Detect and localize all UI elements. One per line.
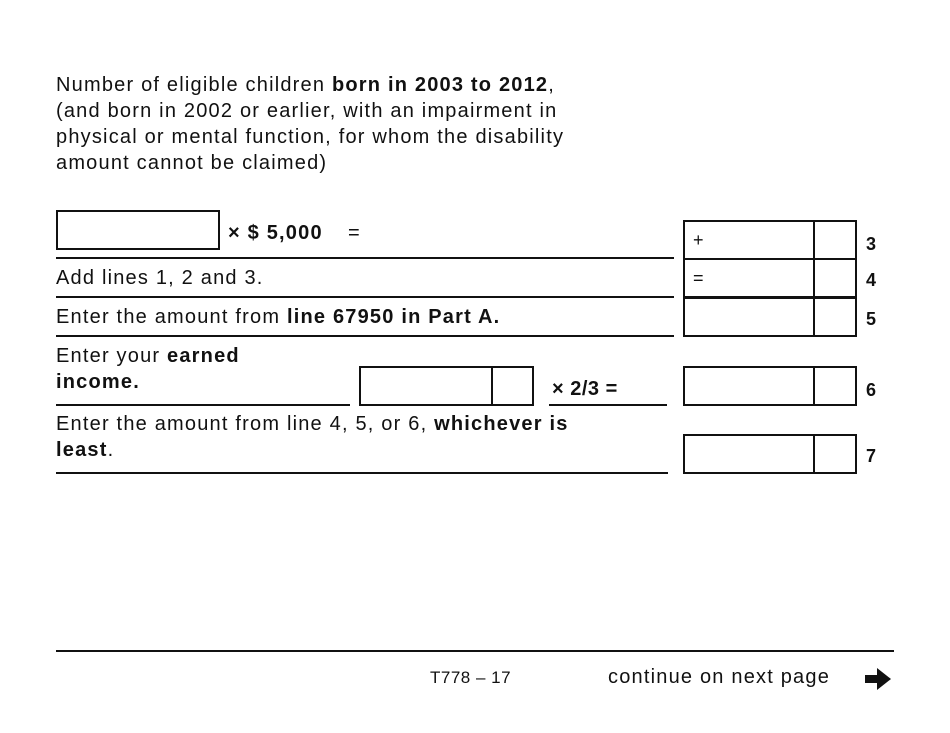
continue-text: continue on next page bbox=[608, 666, 831, 688]
children-count-input[interactable] bbox=[56, 210, 220, 250]
form-id: T778 – 17 bbox=[430, 668, 512, 687]
equals-sign: = bbox=[693, 268, 704, 288]
line3-equals: = bbox=[348, 222, 361, 244]
line-number-7: 7 bbox=[866, 446, 877, 466]
line6-label-rule bbox=[56, 404, 350, 406]
line7-label bbox=[56, 411, 569, 463]
line5-label bbox=[56, 304, 500, 330]
line5-amount-field[interactable] bbox=[683, 297, 857, 337]
line7-bold-text-2: least bbox=[56, 439, 108, 461]
arrow-right-icon bbox=[863, 666, 893, 692]
line5-bold-text: line 67950 in Part A. bbox=[286, 306, 501, 328]
footer-rule bbox=[56, 650, 894, 652]
cents-divider bbox=[813, 260, 815, 296]
line4-amount-field[interactable] bbox=[683, 258, 857, 298]
intro-line-3: physical or mental function, for whom the disability bbox=[56, 126, 565, 148]
intro-comma: , bbox=[548, 74, 556, 96]
line7-bold-text: whichever is bbox=[434, 413, 569, 435]
line5-rule bbox=[56, 335, 674, 337]
line6-bold-text: earned bbox=[167, 345, 240, 367]
line-number-6: 6 bbox=[866, 380, 877, 400]
intro-line-1 bbox=[56, 72, 564, 98]
intro-bold-text: born in 2003 to 2012 bbox=[331, 74, 549, 96]
intro-paragraph bbox=[56, 72, 564, 176]
line-number-3: 3 bbox=[866, 234, 877, 254]
cents-divider bbox=[813, 299, 815, 335]
line6-bold-text-2: income. bbox=[56, 371, 140, 393]
line4-rule bbox=[56, 296, 674, 298]
intro-text: Number of eligible children bbox=[56, 74, 332, 96]
line5-text: Enter the amount from bbox=[56, 306, 287, 328]
line6-amount-field[interactable] bbox=[683, 366, 857, 406]
earned-income-input[interactable] bbox=[359, 366, 534, 406]
line3-rule bbox=[56, 257, 674, 259]
line7-rule bbox=[56, 472, 668, 474]
line-number-5: 5 bbox=[866, 309, 877, 329]
cents-divider bbox=[813, 222, 815, 258]
cents-divider bbox=[813, 436, 815, 472]
cents-divider bbox=[813, 368, 815, 404]
line7-amount-field[interactable] bbox=[683, 434, 857, 474]
line-number-4: 4 bbox=[866, 270, 877, 290]
line6-fraction: × 2/3 = bbox=[552, 378, 618, 400]
line3-multiplier: × $ 5,000 bbox=[228, 222, 323, 244]
line7-period: . bbox=[107, 439, 115, 461]
line7-text: Enter the amount from line 4, 5, or 6, bbox=[56, 413, 435, 435]
cents-divider bbox=[491, 368, 493, 404]
line4-label: Add lines 1, 2 and 3. bbox=[56, 267, 264, 289]
line3-amount-field[interactable] bbox=[683, 220, 857, 260]
intro-line-4: amount cannot be claimed) bbox=[56, 152, 328, 174]
line6-fraction-rule bbox=[549, 404, 667, 406]
line6-label bbox=[56, 343, 240, 395]
plus-sign: + bbox=[693, 230, 704, 250]
intro-line-2: (and born in 2002 or earlier, with an impairment in bbox=[56, 100, 558, 122]
line6-text: Enter your bbox=[56, 345, 168, 367]
